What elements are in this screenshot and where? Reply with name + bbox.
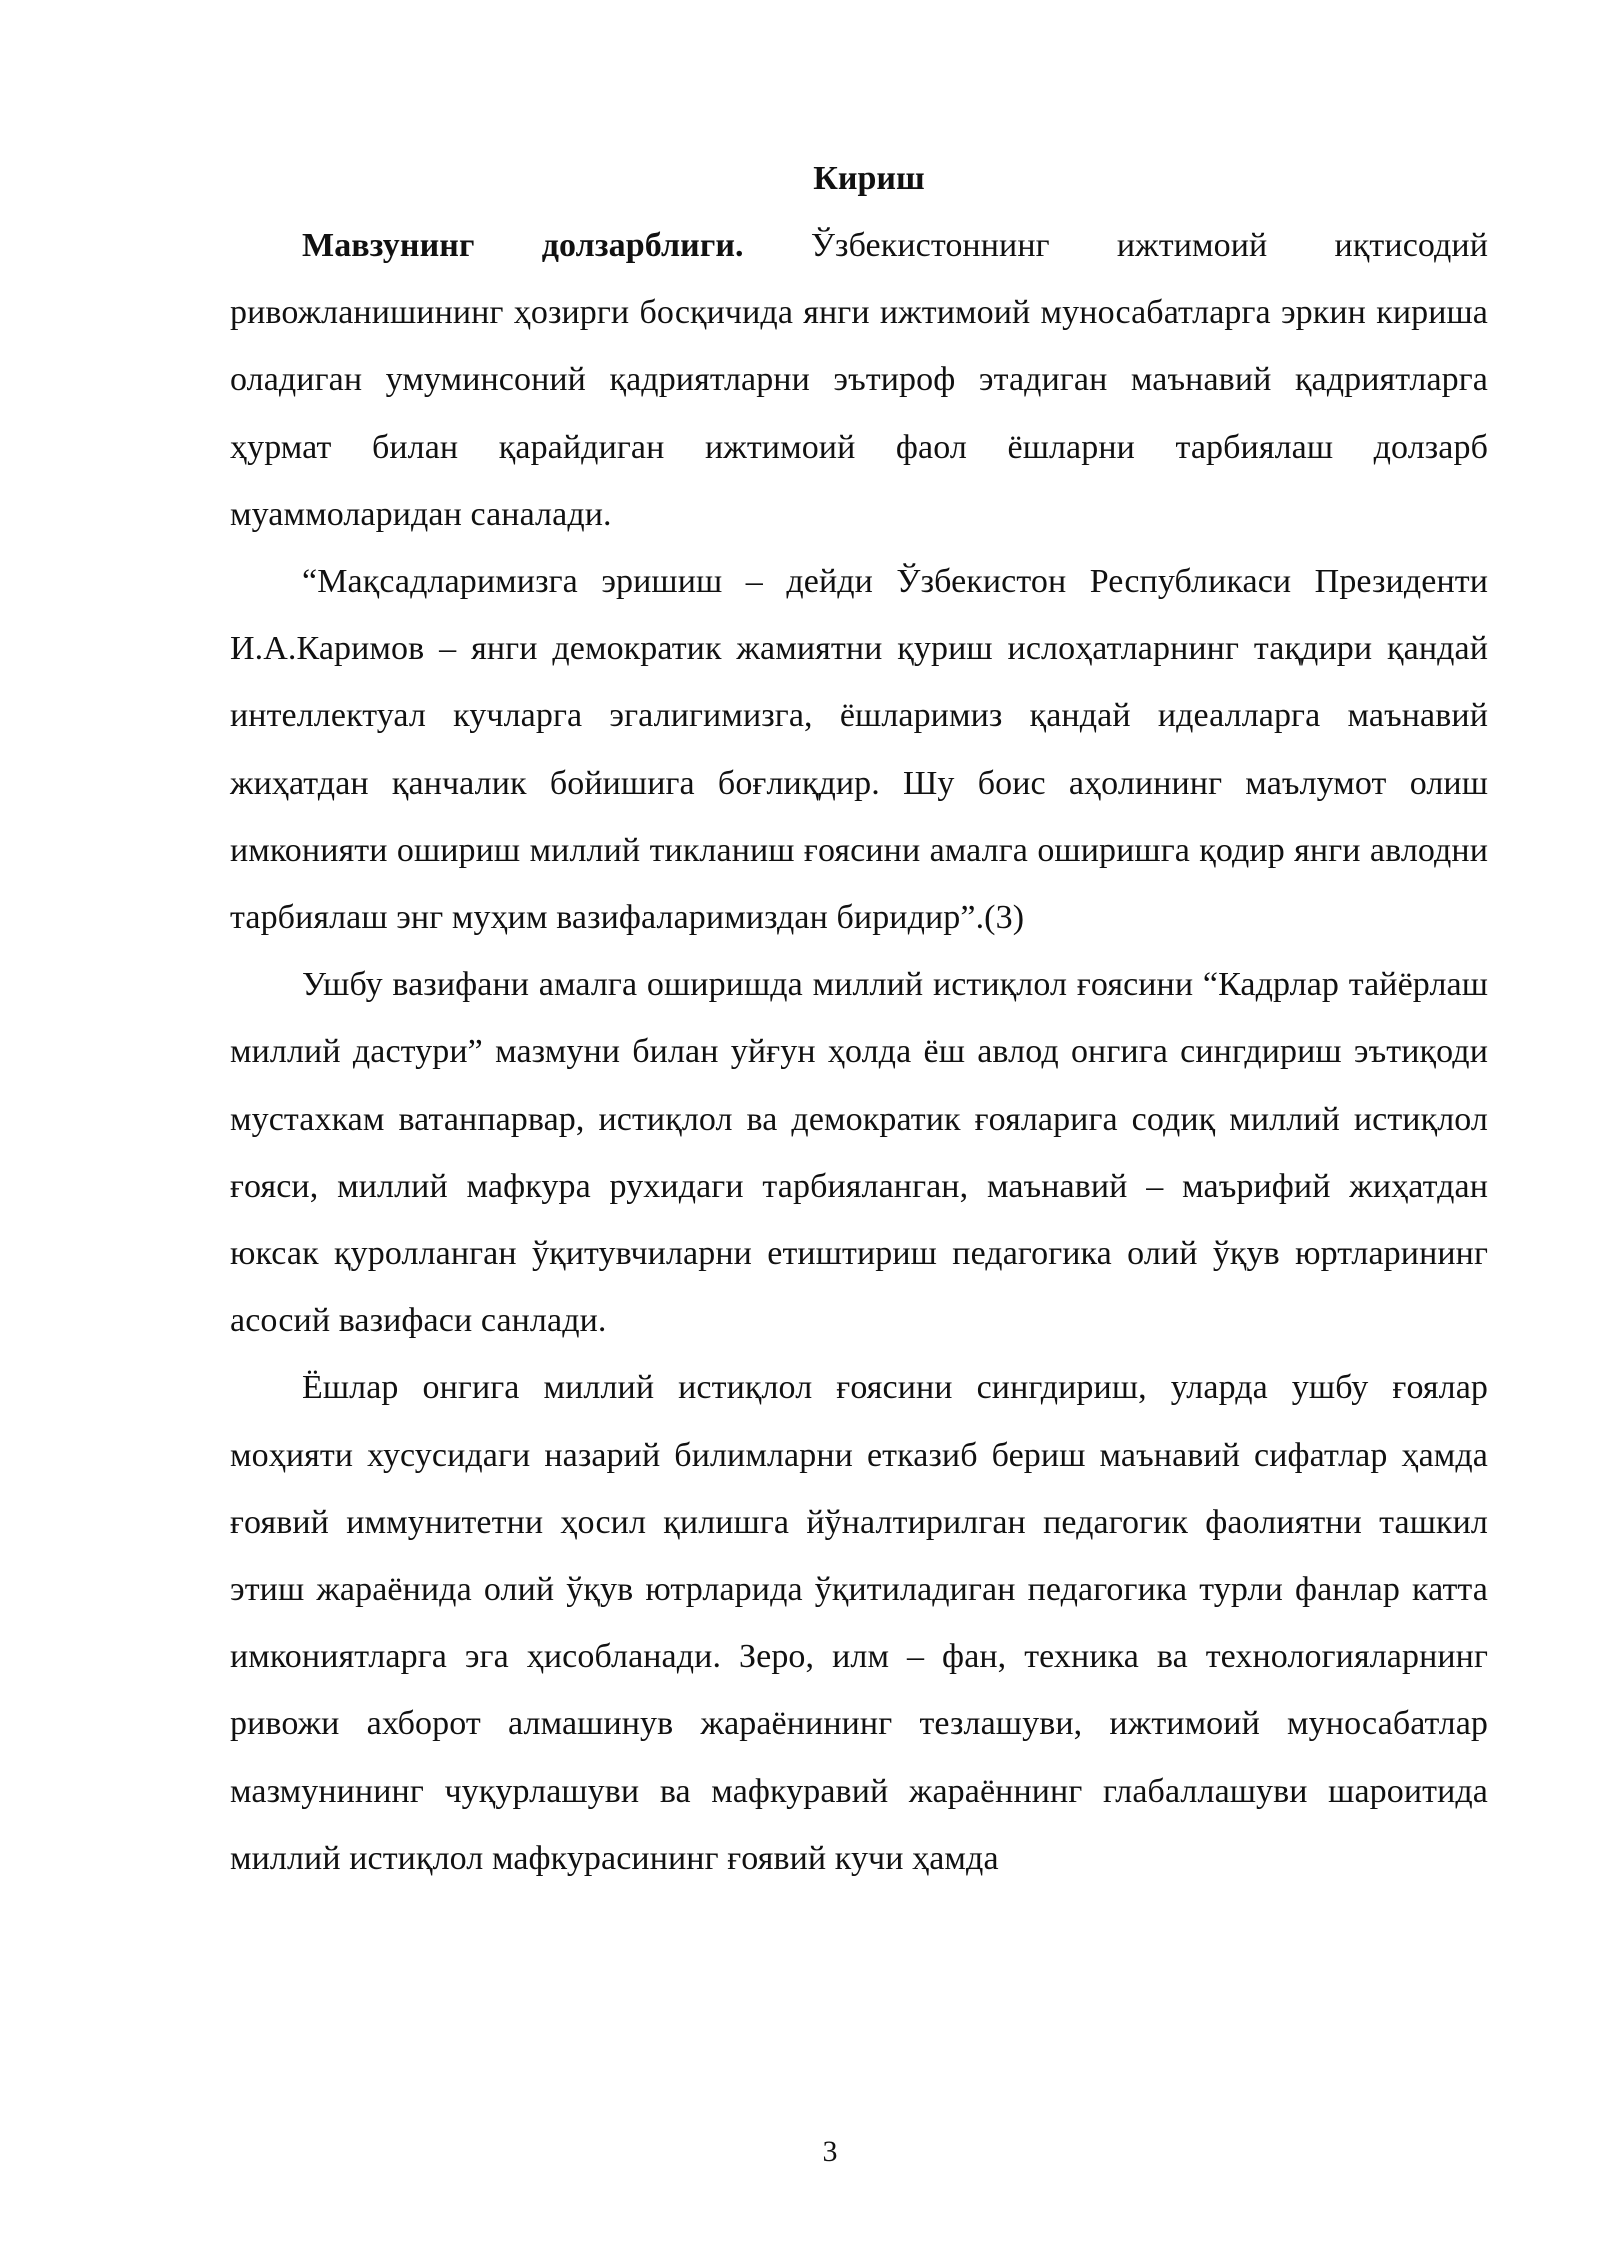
paragraph-2: “Мақсадларимизга эришиш – дейди Ўзбекистон Республикаси Президенти И.А.Каримов – янги демократик жамиятни қуриш ислоҳатларнинг тақдири қандай интеллектуал кучларга эгалигимизга, ёшларимиз қандай идеалларга маънавий жиҳатдан қанчалик бойишига боғлиқдир. Шу боис аҳолининг маълумот олиш имконияти ошириш миллий тикланиш ғоясини амалга оширишга қодир янги авлодни тарбиялаш энг муҳим вазифаларимиздан биридир”.(3)	[230, 563, 1488, 937]
section-heading: Кириш	[813, 160, 925, 197]
paragraph-3: Ушбу вазифани амалга оширишда миллий истиқлол ғоясини “Кадрлар тайёрлаш миллий дастури” мазмуни билан уйғун ҳолда ёш авлод онгига сингдириш эътиқоди мустахкам ватанпарвар, истиқлол ва демократик ғояларига содиқ миллий истиқлол ғояси, миллий мафкура рухидаги тарбияланган, маънавий – маърифий жиҳатдан юксак қуролланган ўқитувчиларни етиштириш педагогика олий ўқув юртларининг асосий вазифаси санлади.	[230, 966, 1488, 1340]
paragraph-4: Ёшлар онгига миллий истиқлол ғоясини сингдириш, уларда ушбу ғоялар моҳияти хусусидаги назарий билимларни етказиб бериш маънавий сифатлар ҳамда ғоявий иммунитетни ҳосил қилишга йўналтирилган педагогик фаолиятни ташкил этиш жараёнида олий ўқув ютрларида ўқитиладиган педагогика турли фанлар катта имкониятларга эга ҳисобланади. Зеро, илм – фан, техника ва технологияларнинг ривожи ахборот алмашинув жараёнининг тезлашуви, ижтимоий муносабатлар мазмунининг чуқурлашуви ва мафкуравий жараённинг глабаллашуви шароитида миллий истиқлол мафкурасининг ғоявий кучи ҳамда	[230, 1369, 1488, 1877]
paragraph-lead: Мавзунинг долзарблиги.	[302, 227, 744, 264]
paragraph-1	[230, 212, 1488, 548]
document-body	[230, 145, 1488, 1892]
paragraph-text: Ўзбекистоннинг ижтимоий иқтисодий ривожланишининг ҳозирги босқичида янги ижтимоий муносабатларга эркин кириша оладиган умуминсоний қадриятларни эътироф этадиган маънавий қадриятларга ҳурмат билан қарайдиган ижтимоий фаол ёшларни тарбиялаш долзарб муаммоларидан саналади.	[230, 227, 1488, 533]
page-number: 3	[822, 2135, 838, 2168]
